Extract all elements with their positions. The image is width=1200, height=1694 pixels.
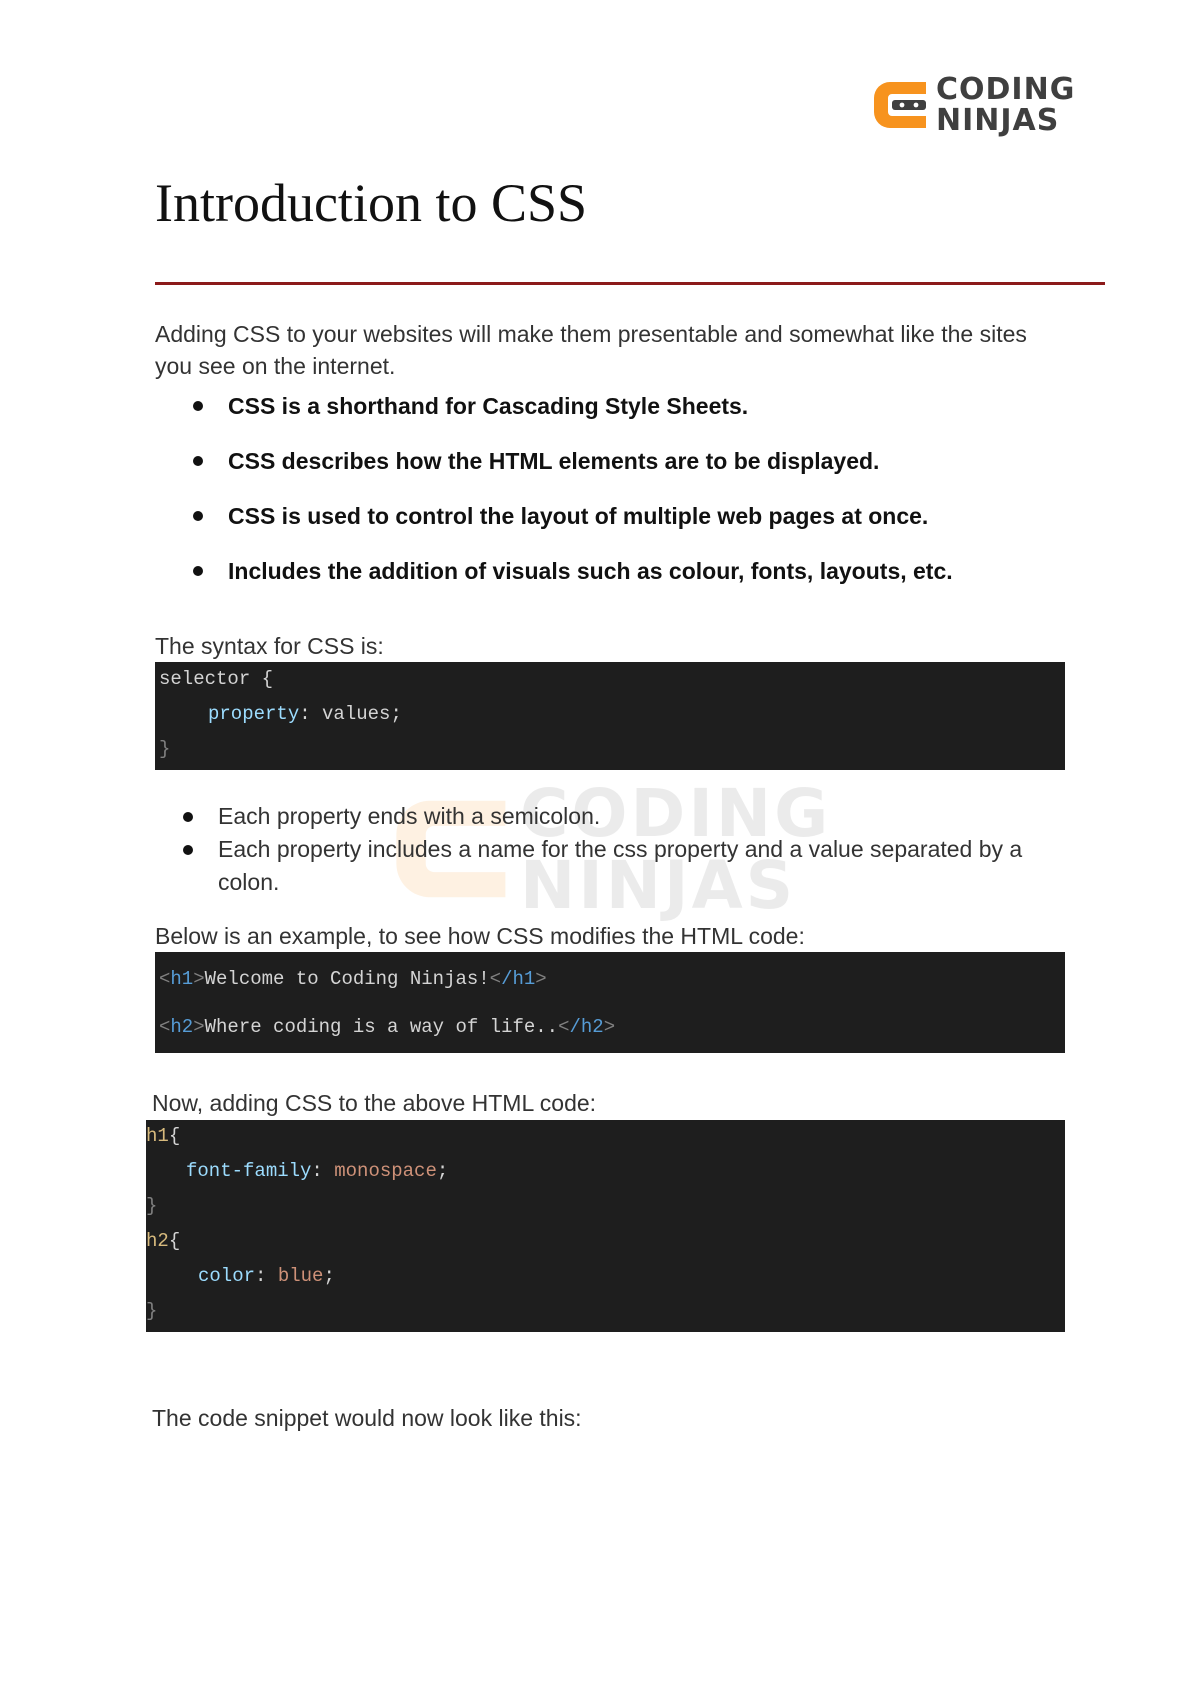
code-property: color	[198, 1265, 256, 1287]
snippet-intro: The code snippet would now look like this:	[152, 1405, 582, 1431]
css-code-block	[146, 1120, 1065, 1332]
html-code-block	[155, 952, 1065, 1053]
code-line	[146, 1195, 157, 1217]
css-facts-list	[193, 390, 1093, 610]
code-property: font-family	[186, 1160, 312, 1182]
code-open-brace: {	[250, 668, 274, 690]
code-line	[146, 1230, 180, 1252]
code-semicolon: ;	[323, 1265, 335, 1287]
list-item: CSS is a shorthand for Cascading Style Sheets.	[193, 390, 1093, 445]
code-text: Welcome to Coding Ninjas!	[204, 968, 490, 990]
code-tag: h2	[170, 1016, 194, 1038]
list-item: Each property ends with a semicolon.	[183, 800, 1063, 833]
code-colon: :	[299, 703, 311, 725]
list-item: CSS is used to control the layout of multiple web pages at once.	[193, 500, 1093, 555]
code-open-brace: {	[168, 1125, 181, 1147]
code-line	[146, 1300, 157, 1322]
page-title: Introduction to CSS	[155, 173, 588, 233]
example-intro: Below is an example, to see how CSS modifies the HTML code:	[155, 923, 805, 949]
code-value: blue	[277, 1265, 324, 1287]
code-selector: selector	[159, 668, 251, 690]
code-open-brace: {	[168, 1230, 181, 1252]
code-text: Where coding is a way of life..	[204, 1016, 559, 1038]
code-colon: :	[311, 1160, 323, 1182]
list-item: Each property includes a name for the css property and a value separated by a colon.	[183, 833, 1063, 899]
logo-line-coding: CODING	[936, 72, 1076, 107]
code-property: property	[208, 703, 300, 725]
list-item: Includes the addition of visuals such as colour, fonts, layouts, etc.	[193, 555, 1093, 610]
code-line: <h2>Where coding is a way of life..</h2>	[159, 1016, 616, 1038]
ninja-logo-icon	[870, 78, 932, 132]
code-line	[198, 1265, 335, 1287]
code-line: <h1>Welcome to Coding Ninjas!</h1>	[159, 968, 547, 990]
code-value: values;	[310, 703, 402, 725]
syntax-intro: The syntax for CSS is:	[155, 633, 384, 659]
code-line	[159, 668, 273, 690]
code-tag: /h1	[501, 968, 536, 990]
code-line	[159, 738, 170, 760]
code-close-brace: }	[146, 1300, 158, 1322]
watermark-line-ninjas: NINJAS	[520, 847, 797, 924]
code-line	[208, 703, 402, 725]
code-close-brace: }	[146, 1195, 158, 1217]
code-selector: h2	[146, 1230, 169, 1252]
code-value: monospace	[334, 1160, 437, 1182]
code-semicolon: ;	[436, 1160, 449, 1182]
syntax-code-block	[155, 662, 1065, 770]
code-selector: h1	[146, 1125, 169, 1147]
code-close-brace: }	[159, 738, 171, 760]
list-item: CSS describes how the HTML elements are to be displayed.	[193, 445, 1093, 500]
watermark-line-coding: CODING	[520, 775, 832, 852]
code-tag: h1	[170, 968, 194, 990]
code-tag: /h2	[569, 1016, 604, 1038]
css-intro: Now, adding CSS to the above HTML code:	[152, 1090, 597, 1116]
logo-line-ninjas: NINJAS	[936, 103, 1060, 138]
syntax-notes-list	[183, 800, 1063, 899]
logo-wordmark	[936, 74, 1075, 136]
coding-ninjas-logo	[870, 72, 1080, 138]
code-colon: :	[255, 1265, 267, 1287]
code-line	[186, 1160, 448, 1182]
code-line	[146, 1125, 180, 1147]
intro-paragraph: Adding CSS to your websites will make them presentable and somewhat like the sites you see on the internet.	[155, 321, 1027, 379]
title-divider	[155, 282, 1105, 285]
